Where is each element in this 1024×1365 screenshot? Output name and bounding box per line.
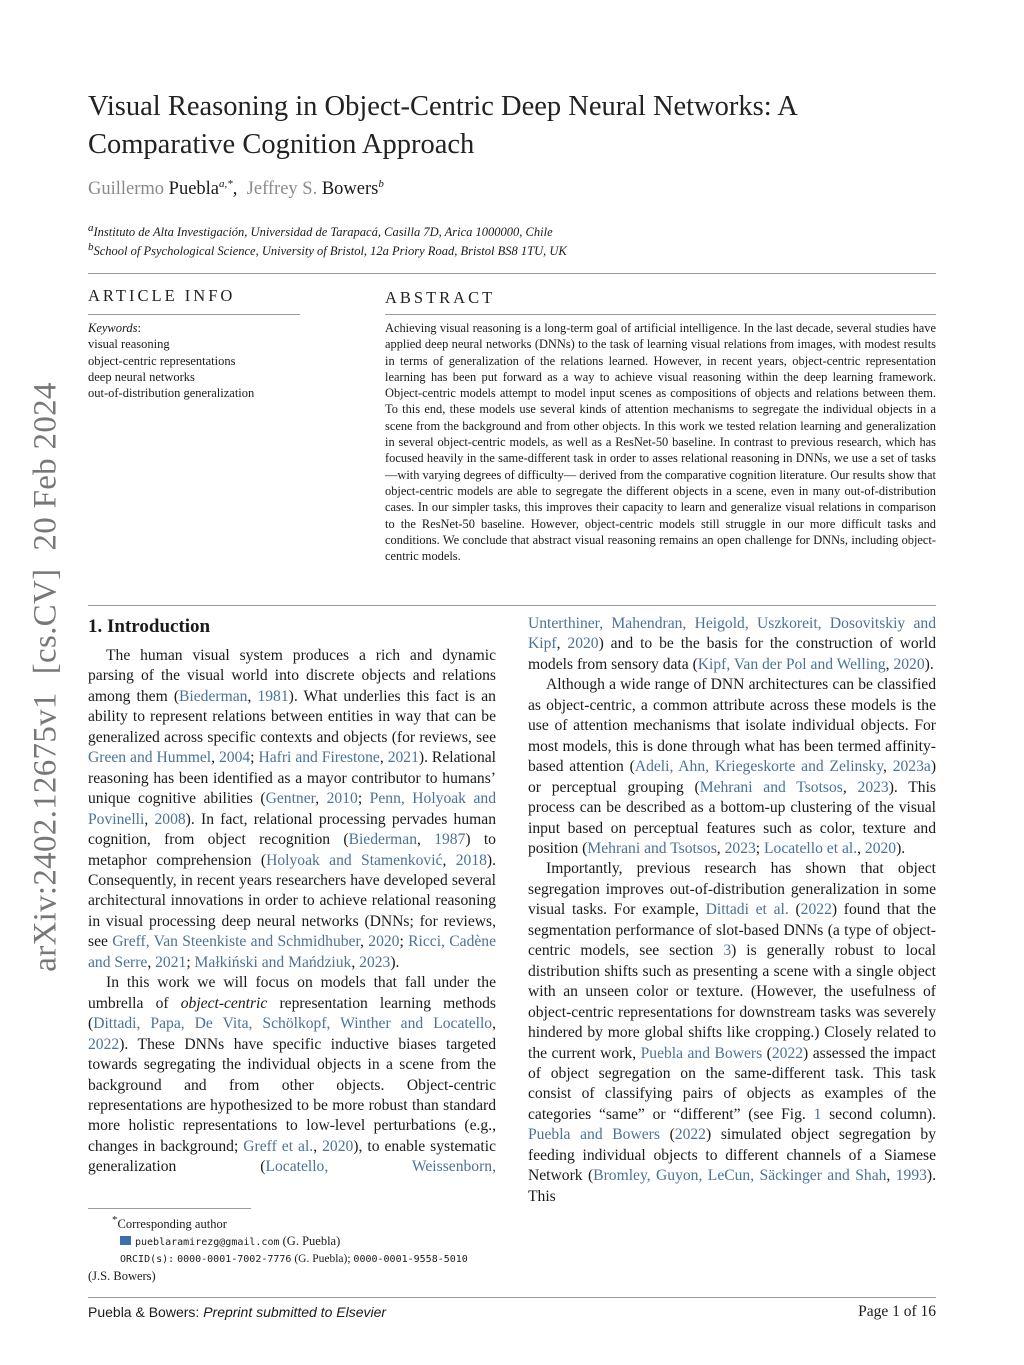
author-last: Bowers	[321, 179, 379, 200]
orcid-owner: (G. Puebla);	[294, 1253, 351, 1266]
body-text: ), to enable systematic generalization (	[88, 1137, 497, 1176]
body-text: ,	[492, 1015, 496, 1033]
body-text: ,	[211, 749, 219, 767]
citation-link[interactable]: Adeli, Ahn, Kriegeskorte and Zelinsky	[634, 758, 884, 776]
citation-link[interactable]: Ricci, Cadène and Serre	[88, 933, 497, 971]
body-text: Although a wide range of DNN architectures can be classified as object-centric, a common attribute across these models is the use of attention mechanisms that isolate individual objects. For most models, this is done through what has been termed affinity-based attention (	[528, 676, 936, 776]
citation-link[interactable]: Locatello, Weissenborn,	[265, 1158, 496, 1176]
body-text: ;	[755, 839, 765, 857]
citation-link[interactable]: 2018	[455, 851, 487, 869]
affiliation	[88, 222, 553, 240]
citation-link[interactable]: 2022	[674, 1126, 706, 1144]
orcid-owner: (J.S. Bowers)	[88, 1269, 156, 1284]
arxiv-date: 20 Feb 2024	[27, 382, 64, 551]
citation-link[interactable]: 2021	[155, 953, 187, 971]
body-text: ,	[315, 790, 327, 808]
citation-link[interactable]: 2004	[218, 749, 251, 767]
citation-link[interactable]: 2008	[154, 810, 186, 828]
paragraph	[88, 973, 496, 1178]
citation-link[interactable]: 2020	[322, 1137, 354, 1155]
keywords: Keywords: visual reasoning object-centric representations deep neural networks out-of-distribution generalization	[88, 320, 308, 401]
arxiv-side-label	[28, 364, 65, 971]
body-text: ).	[924, 655, 934, 673]
body-text: ,	[360, 933, 369, 951]
author-last: Puebla	[168, 179, 220, 200]
citation-link[interactable]: Green and Hummel	[88, 749, 212, 767]
abstract-heading: ABSTRACT	[385, 288, 496, 307]
footnote-mark: *	[112, 1214, 118, 1226]
citation-link[interactable]: 1993	[895, 1167, 927, 1185]
author-sup: b	[378, 178, 384, 190]
body-text: ). This process can be described as a bottom-up clustering of the visual input based on perceptual features such as color, texture and position (	[528, 778, 936, 857]
citation-link[interactable]: Bromley, Guyon, LeCun, Säckinger and Shah	[593, 1167, 887, 1185]
citation-link[interactable]: Mehrani and Tsotsos	[587, 839, 717, 857]
body-text: second column).	[821, 1105, 937, 1123]
footer-venue: Preprint submitted to Elsevier	[203, 1304, 387, 1320]
body-text: ,	[351, 953, 360, 971]
affiliation-mark: a	[88, 222, 94, 234]
paragraph	[528, 675, 936, 859]
paragraph	[88, 646, 496, 973]
keyword: visual reasoning	[88, 337, 170, 352]
body-text: ) simulated object segregation by feeding individual objects to different channels of a Siamese Network (	[528, 1126, 936, 1185]
author-first: Jeffrey S.	[246, 179, 318, 200]
divider	[88, 273, 936, 274]
body-text: ,	[442, 851, 456, 869]
body-text: The human visual system produces a rich and dynamic parsing of the visual world into discrete objects and relations among them (	[88, 647, 496, 705]
citation-link[interactable]: Holyoak and Stamenković	[266, 851, 443, 869]
body-text: ) assessed the impact of object segregation on the same-different task. This task consist of classifying pairs of objects as examples of the categories “same” or “different” (see Fig.	[528, 1044, 936, 1123]
body-text: ,	[857, 839, 865, 857]
keywords-label: Keywords	[88, 321, 138, 335]
body-text: ).	[896, 839, 906, 857]
footer-rule	[88, 1297, 936, 1298]
citation-link[interactable]: Dittadi et al.	[705, 901, 789, 919]
affiliation-text: School of Psychological Science, University of Bristol, 12a Priory Road, Bristol BS8 1TU, UK	[93, 244, 567, 259]
citation-link[interactable]: Penn, Holyoak and Povinelli	[88, 790, 497, 828]
citation-link[interactable]: 2020	[368, 933, 400, 951]
body-text: ,	[883, 758, 893, 776]
citation-link[interactable]: Unterthiner, Mahendran, Heigold, Uszkoreit, Dosovitskiy and Kipf	[528, 615, 936, 653]
body-text: Importantly, previous research has shown that object segregation improves out-of-distribution generalization in some visual tasks. For example,	[528, 860, 936, 919]
body-text: ). Consequently, in recent years researchers have developed several architectural innovations in order to achieve relational reasoning in visual processing deep neural networks (DNNs; for reviews, see	[88, 851, 496, 951]
citation-link[interactable]: 2023	[359, 953, 391, 971]
body-text: ,	[885, 655, 894, 673]
body-text: ,	[886, 1167, 896, 1185]
body-text: ;	[357, 790, 370, 808]
body-text: ). These DNNs have specific inductive biases targeted towards segregating the individual objects in a scene from the background and from other objects. Object-centric representations are hypothesized to be more robust than standard more holistic representations to low-level perturbations (e.g., changes in background;	[88, 1035, 496, 1155]
affiliation-text: Instituto de Alta Investigación, Universidad de Tarapacá, Casilla 7D, Arica 1000000, Chile	[93, 225, 553, 240]
footnote	[88, 1212, 508, 1285]
paragraph	[528, 614, 936, 675]
body-text: (	[788, 901, 801, 919]
body-text: ,	[313, 1137, 323, 1155]
section-heading: 1. Introduction	[88, 616, 211, 637]
body-text: ) or perceptual grouping (	[528, 758, 937, 796]
citation-link[interactable]: Puebla and Bowers	[640, 1044, 763, 1062]
body-text: ).	[390, 953, 400, 971]
body-text: ;	[250, 749, 259, 767]
paper-title: Visual Reasoning in Object-Centric Deep Neural Networks: A Comparative Cognition Approach	[88, 91, 797, 160]
body-text: ,	[147, 953, 156, 971]
citation-link[interactable]: 2010	[326, 790, 358, 808]
left-column	[88, 614, 496, 1178]
citation-link[interactable]: 2022	[800, 901, 832, 919]
email-owner: (G. Puebla)	[282, 1234, 341, 1249]
emphasis-text: object-centric	[180, 994, 268, 1012]
body-text: ,	[379, 749, 388, 767]
body-text: ;	[399, 933, 409, 951]
citation-link[interactable]: 2022	[88, 1035, 120, 1053]
citation-link[interactable]: Greff, Van Steenkiste and Schmidhuber	[112, 933, 361, 951]
citation-link[interactable]: Biederman	[179, 687, 248, 705]
citation-link[interactable]: 2023	[857, 778, 889, 796]
keyword: out-of-distribution generalization	[88, 386, 255, 401]
orcid-id[interactable]: 0000-0001-7002-7776	[177, 1254, 292, 1266]
body-text: ) to metaphor comprehension (	[88, 831, 496, 869]
footer-authors: Puebla & Bowers:	[88, 1304, 200, 1320]
citation-link[interactable]: Mehrani and Tsotsos	[699, 778, 843, 796]
citation-link[interactable]: 2023	[724, 839, 756, 857]
body-text: (	[659, 1126, 675, 1144]
corresponding-label: Corresponding author	[117, 1217, 227, 1232]
affiliation-mark: b	[88, 241, 94, 253]
body-text: ) and to be the basis for the construction of world models from sensory data (	[528, 635, 937, 673]
paragraph	[528, 859, 936, 1207]
authors: Guillermo Puebla$^{a,*}$, Jeffrey S. Bowers$^b$	[88, 178, 384, 200]
body-text: ,	[144, 810, 155, 828]
body-text: ). What underlies this fact is an ability to represent relations between entities in way that can be generalized across specific contexts and objects (for reviews, see	[88, 687, 496, 746]
abstract-text: Achieving visual reasoning is a long-term goal of artificial intelligence. In the last decade, several studies have applied deep neural networks (DNNs) to the task of learning visual relations from images, with modest results in terms of generalization of the relations learned. However, in recent years, object-centric representation learning has been put forward as a way to achieve visual reasoning within the deep learning framework. Object-centric models attempt to model input scenes as compositions of objects and relations between them. To this end, these models use several kinds of attention mechanisms to segregate the individual objects in a scene from the background and from other objects. In this work we tested relation learning and generalization in several object-centric models, as well as a ResNet-50 baseline. In contrast to previous research, which has focused heavily in the same-different task in order to asses relational reasoning in DNNs, we use a set of tasks —with varying degrees of difficulty— derived from the comparative cognition literature. Our results show that object-centric models are able to segregate the different objects in a scene, even in many out-of-distribution cases. In our simpler tasks, this improves their capacity to learn and generalize visual relations in comparison to the ResNet-50 baseline. However, object-centric models still struggle in our more difficult tasks and conditions. We conclude that abstract visual reasoning remains an open challenge for DNNs, including object-centric models.	[385, 321, 936, 564]
article-info-heading: ARTICLE INFO	[88, 286, 236, 305]
body-text: ,	[247, 687, 258, 705]
divider	[88, 314, 300, 315]
citation-link[interactable]: Kipf, Van der Pol and Welling	[697, 655, 886, 673]
author-first: Guillermo	[88, 179, 165, 200]
footnote-rule	[88, 1208, 251, 1209]
arxiv-category: [cs.CV]	[27, 568, 64, 675]
citation-link[interactable]: 2020	[864, 839, 897, 857]
email-icon	[120, 1236, 131, 1245]
body-text: ,	[556, 635, 568, 653]
page-number: Page 1 of 16	[858, 1303, 936, 1320]
citation-link[interactable]: 1981	[257, 687, 289, 705]
keyword: object-centric representations	[88, 353, 236, 368]
footer-left	[88, 1304, 386, 1320]
citation-link[interactable]: Puebla and Bowers	[528, 1126, 660, 1144]
body-text: ). This	[528, 1167, 936, 1205]
body-text: ) is generally robust to local distribution shifts such as presenting a scene with a single object with an unseen color or texture. (However, the usefulness of object-centric representations for downstream tasks was severely hindered by more global shifts like cropping.) Closely related to the current work,	[528, 942, 936, 1062]
citation-link[interactable]: Hafri and Firestone	[258, 749, 380, 767]
divider	[88, 605, 936, 606]
citation-link[interactable]: Gentner	[265, 790, 316, 808]
body-text: representation learning methods (	[88, 994, 497, 1033]
citation-link[interactable]: 2020	[567, 635, 599, 653]
citation-link[interactable]: Biederman	[348, 831, 417, 849]
body-text: ) found that the segmentation performance of slot-based DNNs (a type of object-centric models, see section	[528, 901, 937, 960]
citation-link[interactable]: 2023a	[892, 758, 931, 776]
body-text: (	[762, 1044, 772, 1062]
body-text: ,	[842, 778, 858, 796]
citation-link[interactable]: 1987	[434, 831, 466, 849]
citation-link[interactable]: Locatello et al.	[764, 839, 858, 857]
citation-link[interactable]: Dittadi, Papa, De Vita, Schölkopf, Winther and Locatello	[93, 1015, 493, 1033]
right-column	[528, 614, 936, 1207]
divider	[385, 314, 936, 315]
body-text: In this work we will focus on models that fall under the umbrella of	[88, 974, 496, 1012]
citation-link[interactable]: 3	[723, 942, 732, 960]
keyword: deep neural networks	[88, 369, 195, 384]
citation-link[interactable]: 2022	[771, 1044, 804, 1062]
email-link[interactable]: pueblaramirezg@gmail.com	[135, 1237, 280, 1249]
author-sup: a,*	[219, 178, 233, 190]
citation-link[interactable]: 1	[813, 1105, 822, 1123]
body-text: ). In fact, relational processing pervades human cognition, from object recognition (	[88, 810, 496, 849]
arxiv-id: arXiv:2402.12675v1	[27, 692, 64, 972]
body-text: ). Relational reasoning has been identified as a mayor contributor to humans’ unique cognitive abilities (	[88, 749, 497, 808]
orcid-label: ORCID(s):	[120, 1254, 175, 1266]
affiliation	[88, 241, 567, 259]
body-text: ,	[417, 831, 435, 849]
citation-link[interactable]: Greff et al.	[243, 1137, 314, 1155]
citation-link[interactable]: 2020	[893, 655, 925, 673]
citation-link[interactable]: 2021	[387, 749, 419, 767]
body-text: ;	[186, 953, 195, 971]
body-text: ,	[716, 839, 725, 857]
citation-link[interactable]: Małkiński and Mańdziuk	[194, 953, 352, 971]
orcid-id[interactable]: 0000-0001-9558-5010	[353, 1254, 468, 1266]
